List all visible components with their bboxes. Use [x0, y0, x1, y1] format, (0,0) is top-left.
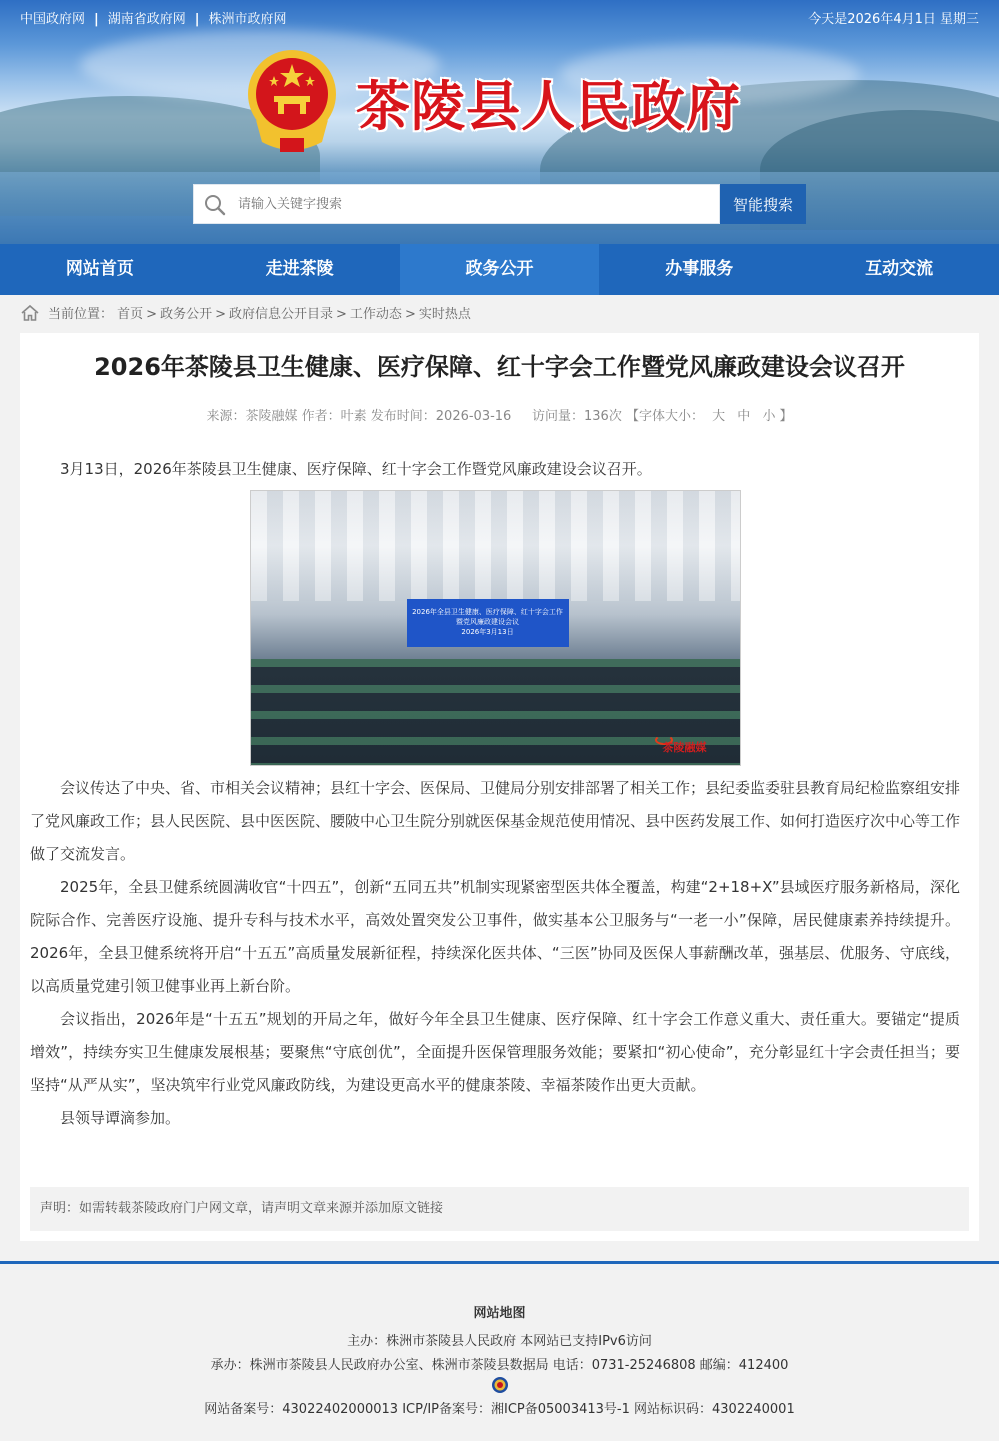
footer-sponsor: 主办：株洲市茶陵县人民政府 本网站已支持IPv6访问	[347, 1334, 652, 1349]
article-meta	[20, 405, 979, 424]
article-title: 2026年茶陵县卫生健康、医疗保障、红十字会工作暨党风廉政建设会议召开	[94, 353, 905, 381]
photo-screen-text: 暨党风廉政建设会议	[456, 618, 519, 626]
link-gov-china[interactable]: 中国政府网	[20, 12, 86, 27]
photo-watermark: 茶陵融媒	[662, 741, 707, 754]
reprint-notice: 声明：如需转载茶陵政府门户网文章，请声明文章来源并添加原文链接	[30, 1187, 969, 1231]
footer-registration: 网站备案号：43022402000013 ICP/IP备案号：湘ICP备05003413号-1 网站标识码：4302240001	[204, 1402, 795, 1417]
site-title: 茶陵县人民政府	[356, 74, 741, 138]
article-source: 来源：茶陵融媒 作者：叶素 发布时间：2026-03-16	[206, 409, 512, 424]
meeting-photo	[250, 490, 741, 766]
search-icon	[204, 194, 226, 216]
smart-search-button[interactable]: 智能搜索	[720, 184, 806, 224]
photo-screen-date: 2026年3月13日	[461, 628, 514, 636]
article-paragraph: 会议传达了中央、省、市相关会议精神；县红十字会、医保局、卫健局分别安排部署了相关工作；县纪委监委驻县教育局纪检监察组安排了党风廉政工作；县人民医院、县中医医院、腰陂中心卫生院分别就医保基金规范使用情况、县中医药发展工作、如何打造医疗次中心等工作做了交流发言。	[30, 779, 961, 863]
article-paragraph: 县领导谭滴参加。	[60, 1109, 181, 1127]
font-size-medium[interactable]: 中	[737, 409, 751, 424]
breadcrumb-work-news[interactable]: 工作动态	[349, 307, 402, 322]
link-separator: |	[194, 12, 200, 27]
photo-ceiling	[251, 491, 741, 601]
breadcrumb-gov-affairs[interactable]: 政务公开	[160, 307, 213, 322]
breadcrumb-separator: >	[404, 307, 416, 322]
breadcrumb-label: 当前位置：	[48, 307, 114, 322]
article-body	[30, 453, 960, 1135]
breadcrumb-separator: >	[146, 307, 158, 322]
national-emblem-icon	[244, 46, 340, 156]
article-paragraph: 3月13日，2026年茶陵县卫生健康、医疗保障、红十字会工作暨党风廉政建设会议召开。	[60, 460, 652, 478]
breadcrumb-separator: >	[215, 307, 226, 322]
search-input[interactable]	[238, 185, 708, 223]
link-gov-hunan[interactable]: 湖南省政府网	[107, 12, 186, 27]
nav-item-about-chaling[interactable]: 走进茶陵	[265, 259, 334, 279]
font-size-small[interactable]: 小	[762, 409, 776, 424]
article-paragraph: 会议指出，2026年是“十五五”规划的开局之年，做好今年全县卫生健康、医疗保障、红十字会工作意义重大、责任重大。要锚定“提质增效”，持续夯实卫生健康发展根基；要聚焦“守底创优”，全面提升医保管理服务效能；要紧扣“初心使命”，充分彰显红十字会责任担当；要坚持“从严从实”，坚决筑牢行业党风廉政防线，为建设更高水平的健康茶陵、幸福茶陵作出更大贡献。	[30, 1010, 960, 1094]
photo-screen-text: 2026年全县卫生健康、医疗保障、红十字会工作	[412, 608, 563, 616]
footer	[0, 1261, 999, 1441]
main-nav	[0, 244, 999, 295]
font-size-close: 】	[779, 409, 793, 424]
today-date: 今天是2026年4月1日 星期三	[808, 12, 979, 27]
article-panel	[20, 333, 979, 1241]
nav-item-services[interactable]: 办事服务	[665, 259, 734, 279]
home-icon	[20, 304, 40, 322]
breadcrumb-info-directory[interactable]: 政府信息公开目录	[229, 307, 334, 322]
breadcrumb-hot-topics[interactable]: 实时热点	[418, 307, 471, 322]
nav-item-government-affairs[interactable]: 政务公开	[400, 244, 600, 295]
sitemap-link[interactable]: 网站地图	[473, 1306, 526, 1321]
link-separator: |	[94, 12, 99, 27]
font-size-label: 【字体大小：	[625, 409, 704, 424]
nav-item-interaction[interactable]: 互动交流	[865, 259, 934, 279]
breadcrumb	[20, 302, 471, 328]
search-box	[193, 184, 720, 224]
footer-organizer: 承办：株洲市茶陵县人民政府办公室、株洲市茶陵县数据局 电话：0731-25246808 邮编：412400	[210, 1358, 789, 1373]
photo-stage-screen	[407, 599, 569, 647]
article-paragraph: 2025年，全县卫健系统圆满收官“十四五”，创新“五同五共”机制实现紧密型医共体全覆盖，构建“2+18+X”县域医疗服务新格局，深化院际合作、完善医疗设施、提升专科与技术水平，高效处置突发公卫事件，做实基本公卫服务与“一老一小”保障，居民健康素养持续提升。2026年，全县卫健系统将开启“十五五”高质量发展新征程，持续深化医共体、“三医”协同及医保人事薪酬改革，强基层、优服务、守底线，以高质量党建引领卫健事业再上新台阶。	[30, 878, 960, 995]
nav-item-home[interactable]: 网站首页	[65, 259, 134, 279]
breadcrumb-separator: >	[336, 307, 347, 322]
article-visits: 访问量：136次	[532, 409, 622, 424]
link-gov-zhuzhou[interactable]: 株洲市政府网	[208, 12, 287, 27]
top-links	[20, 8, 287, 27]
police-badge-icon[interactable]	[491, 1376, 509, 1394]
breadcrumb-home[interactable]: 首页	[117, 307, 144, 322]
font-size-large[interactable]: 大	[712, 409, 726, 424]
